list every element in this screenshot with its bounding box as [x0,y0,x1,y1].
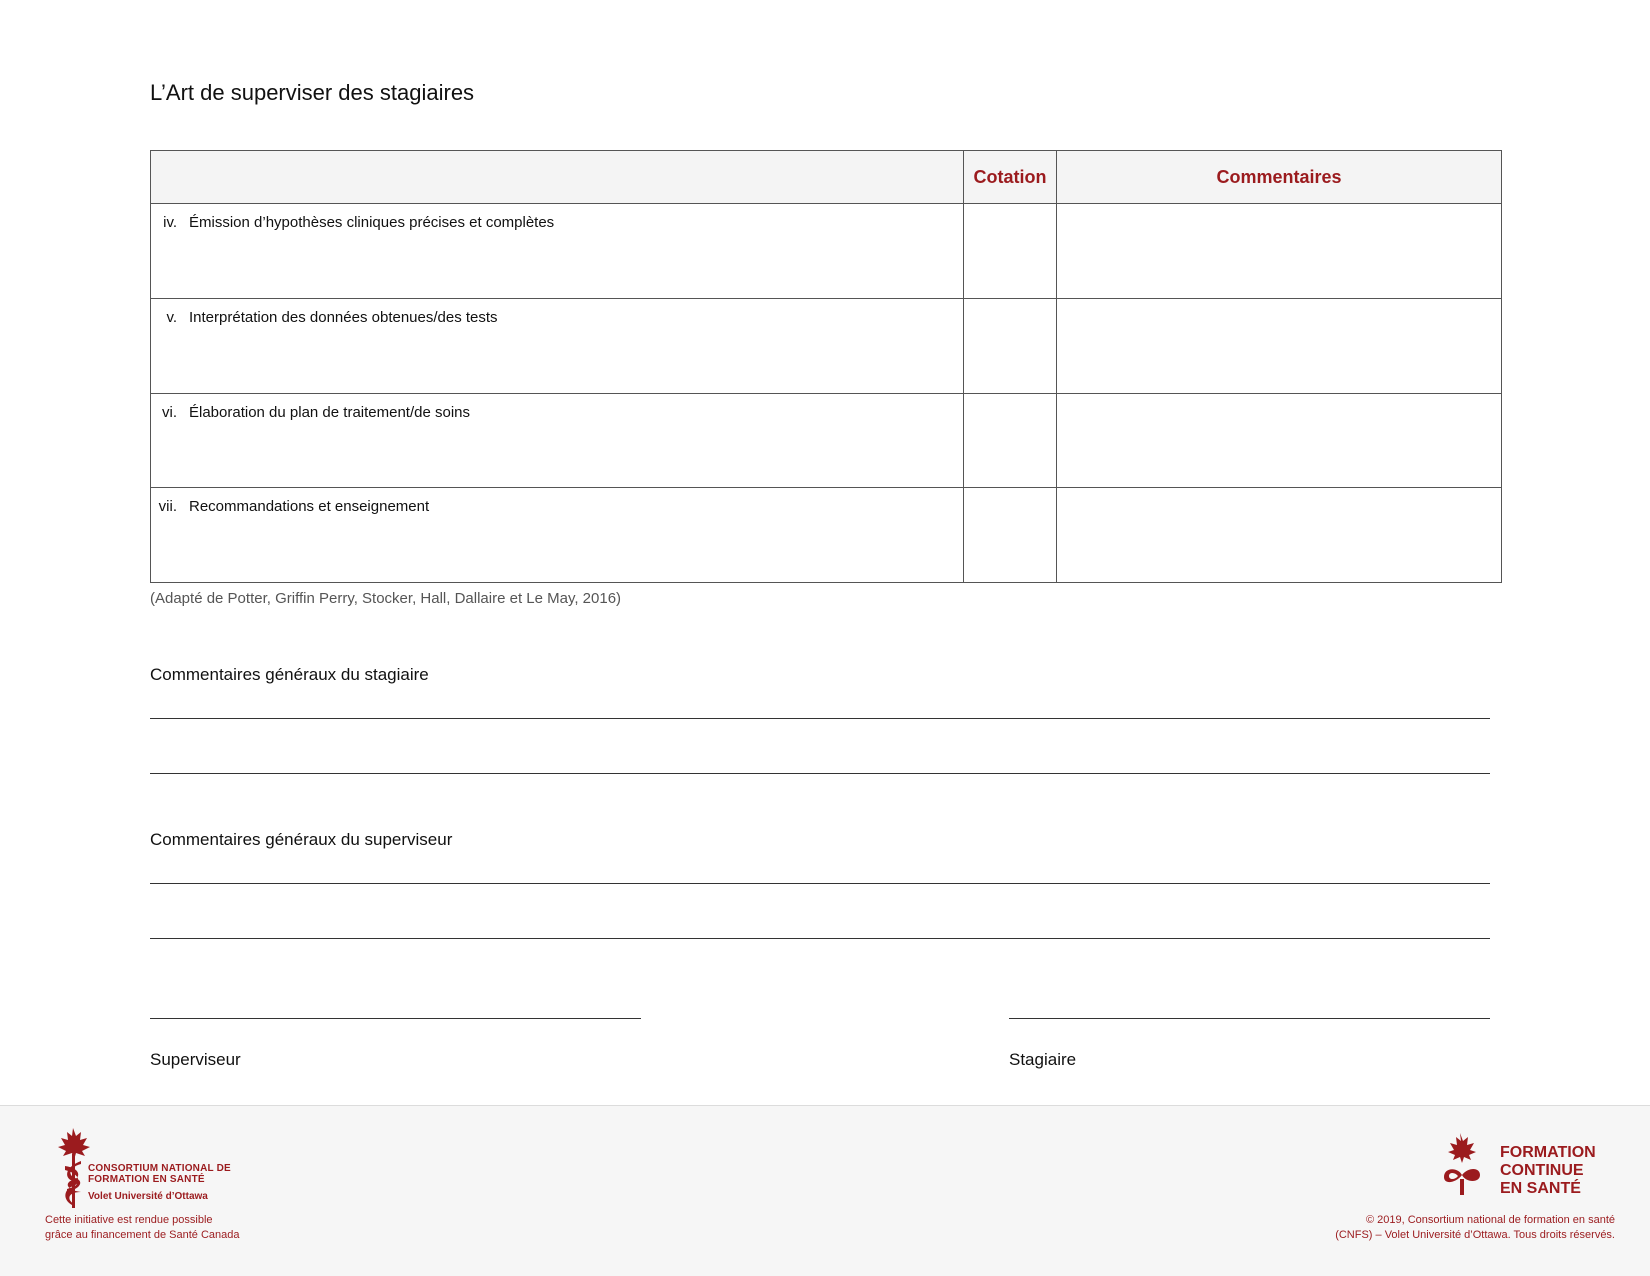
table-row [151,393,1502,488]
criterion-number: vii. [158,498,177,516]
page-footer [0,1105,1650,1276]
superviseur-signature-label: Superviseur [150,1050,241,1069]
fcs-line: EN SANTÉ [1500,1180,1581,1197]
evaluation-table [150,150,1502,583]
fcs-line: CONTINUE [1500,1162,1584,1179]
criterion-number: vi. [162,403,177,421]
criterion-cell [151,204,964,299]
commentaires-cell[interactable] [1057,204,1502,299]
criterion-cell [151,488,964,583]
page-title: L’Art de superviser des stagiaires [150,80,475,105]
funding-note [45,1213,275,1243]
cnfs-name: CONSORTIUM NATIONAL DE FORMATION EN SANTÉ [88,1163,231,1185]
table-row [151,488,1502,583]
superviseur-comments-title: Commentaires généraux du superviseur [150,830,453,849]
table-row [151,204,1502,299]
criterion-label: Recommandations et enseignement [189,498,430,516]
cotation-column-header: Cotation [964,151,1057,204]
criterion-label: Émission d’hypothèses cliniques précises et complètes [189,214,555,231]
criteria-column-header [151,151,964,204]
criterion-label: Interprétation des données obtenues/des tests [189,308,498,326]
criterion-number: iv. [163,214,177,231]
superviseur-signature-line[interactable] [150,1018,641,1019]
commentaires-cell[interactable] [1057,488,1502,583]
commentaires-column-header: Commentaires [1057,151,1502,204]
criterion-number: v. [166,308,177,326]
stagiaire-comment-line[interactable] [150,718,1490,719]
cotation-cell[interactable] [964,204,1057,299]
stagiaire-signature-line[interactable] [1009,1018,1490,1019]
criterion-cell [151,393,964,488]
superviseur-comment-line[interactable] [150,883,1490,884]
stagiaire-comment-line[interactable] [150,773,1490,774]
funding-line: grâce au financement de Santé Canada [45,1229,240,1241]
cotation-cell[interactable] [964,298,1057,393]
fcs-line: FORMATION [1500,1144,1596,1161]
criterion-label: Élaboration du plan de traitement/de soins [189,403,471,421]
funding-line: Cette initiative est rendue possible [45,1214,213,1226]
cotation-cell[interactable] [964,488,1057,583]
copyright-note [1295,1213,1615,1243]
leaf-knot-icon [1440,1131,1490,1196]
criterion-cell [151,298,964,393]
commentaires-cell[interactable] [1057,298,1502,393]
table-row [151,298,1502,393]
copyright-line: © 2019, Consortium national de formation en santé [1365,1214,1615,1226]
copyright-line: (CNFS) – Volet Université d’Ottawa. Tous droits réservés. [1335,1229,1615,1241]
superviseur-comment-line[interactable] [150,938,1490,939]
cotation-cell[interactable] [964,393,1057,488]
source-citation: (Adapté de Potter, Griffin Perry, Stocker, Hall, Dallaire et Le May, 2016) [150,590,622,607]
cnfs-volet: Volet Université d’Ottawa [88,1191,208,1202]
fcs-logo-text [1500,1144,1620,1198]
commentaires-cell[interactable] [1057,393,1502,488]
stagiaire-signature-label: Stagiaire [1009,1050,1077,1069]
table-header-row [151,151,1502,204]
stagiaire-comments-title: Commentaires généraux du stagiaire [150,665,429,684]
